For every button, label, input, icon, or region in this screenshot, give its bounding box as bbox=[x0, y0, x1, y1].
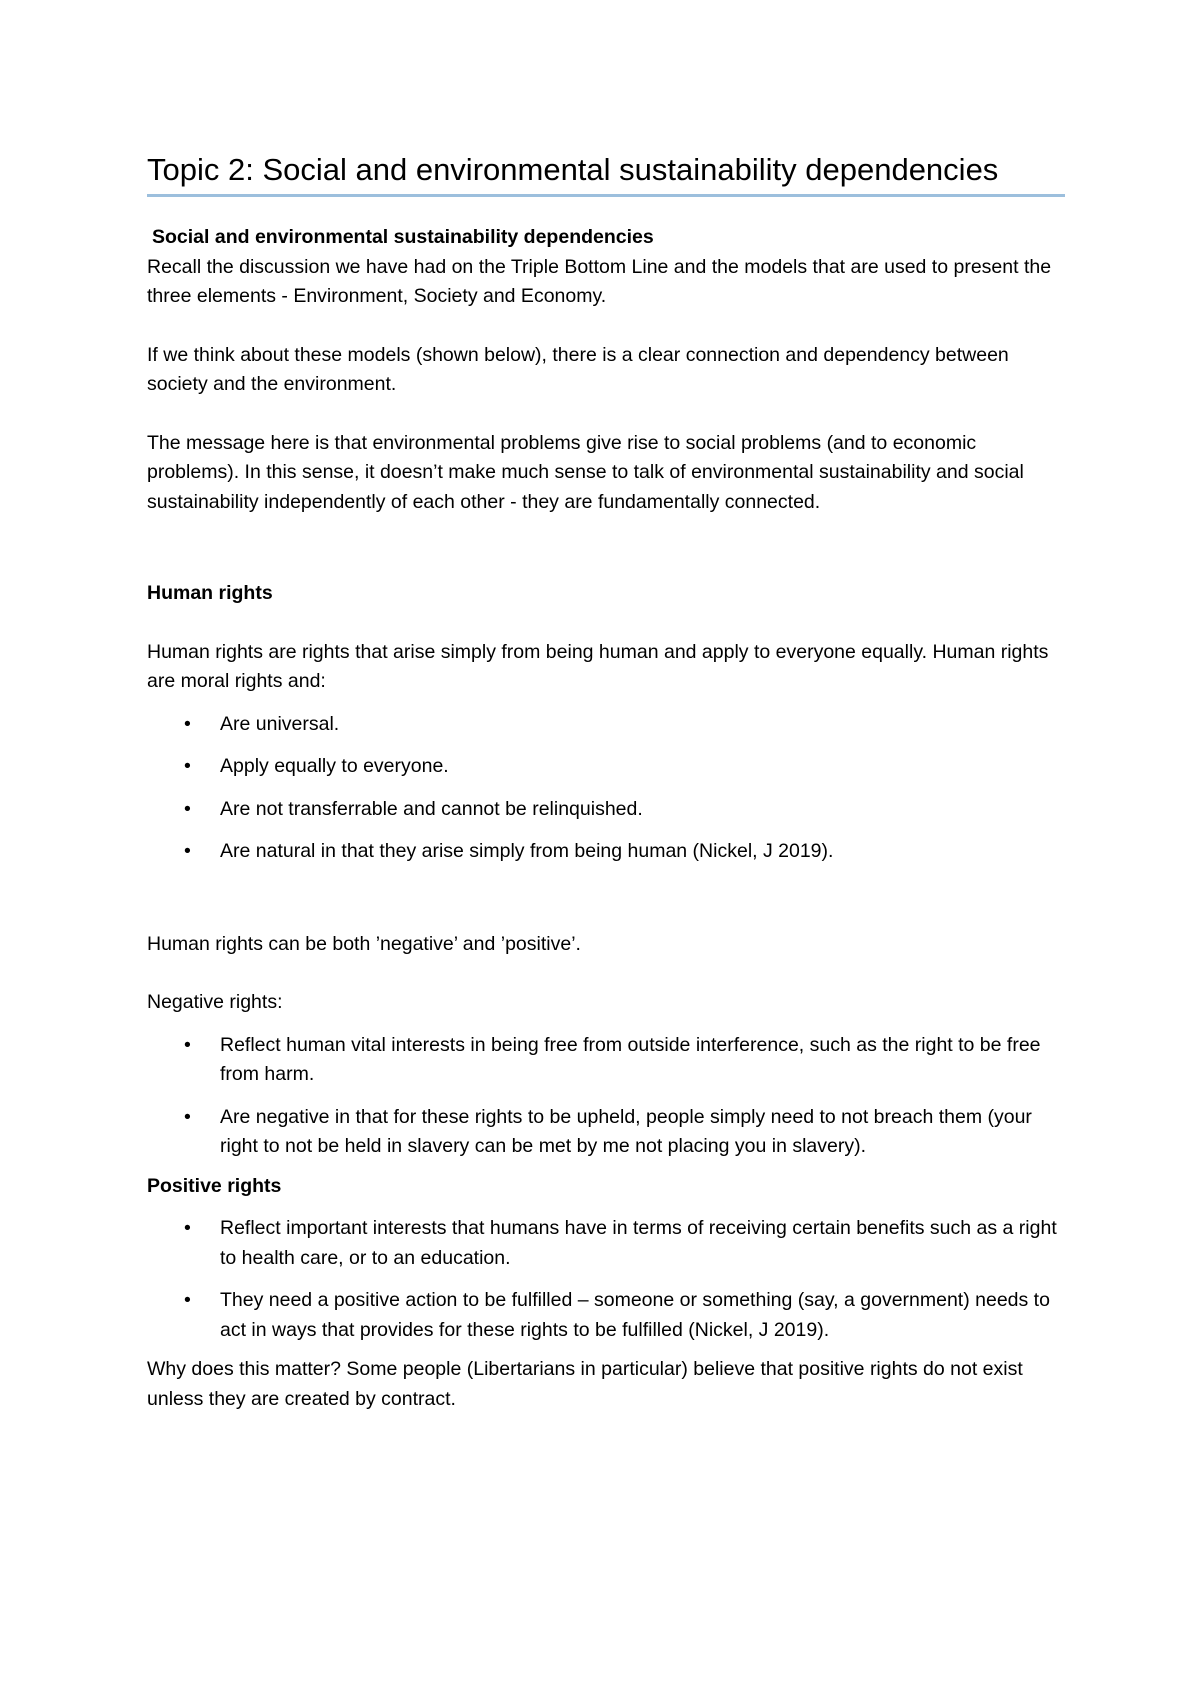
positive-rights-list bbox=[147, 1214, 1060, 1345]
human-rights-list bbox=[147, 710, 1060, 867]
bullet-icon: • bbox=[184, 755, 191, 777]
bullet-icon: • bbox=[184, 1033, 191, 1056]
bullet-icon: • bbox=[184, 712, 191, 735]
bullet-icon: • bbox=[184, 1105, 191, 1128]
section-subheading: Social and environmental sustainability dependencies bbox=[152, 226, 654, 248]
bullet-icon: • bbox=[184, 1217, 191, 1239]
list-item-text: Are not transferrable and cannot be relinquished. bbox=[220, 797, 643, 820]
intro-paragraph-1: Recall the discussion we have had on the Triple Bottom Line and the models that are used to present the three elements - Environment, Society and Economy. bbox=[147, 255, 1052, 307]
document-body bbox=[147, 223, 1060, 1414]
human-rights-paragraph: Human rights are rights that arise simply from being human and apply to everyone equally. Human rights are moral rights and: bbox=[147, 640, 1049, 692]
page-title: Topic 2: Social and environmental sustainability dependencies bbox=[147, 150, 1065, 197]
list-item bbox=[147, 837, 1060, 867]
intro-paragraph-2: If we think about these models (shown below), there is a clear connection and dependency between society and the environment. bbox=[147, 343, 1009, 395]
bullet-icon: • bbox=[184, 797, 191, 820]
list-item-text: Reflect human vital interests in being free from outside interference, such as the right to be free from harm. bbox=[220, 1033, 1041, 1085]
list-item bbox=[147, 752, 1060, 782]
list-item-text: They need a positive action to be fulfilled – someone or something (say, a government) needs to act in ways that provides for these rights to be fulfilled (Nickel, J 2019). bbox=[220, 1289, 1050, 1341]
list-item-text: Reflect important interests that humans have in terms of receiving certain benefits such as a right to health care, or to an education. bbox=[220, 1217, 1057, 1269]
list-item bbox=[147, 710, 1060, 740]
list-item-text: Are universal. bbox=[220, 712, 340, 735]
list-item-text: Are natural in that they arise simply from being human (Nickel, J 2019). bbox=[220, 840, 834, 862]
negative-rights-heading: Negative rights: bbox=[147, 991, 283, 1013]
intro-paragraph-3: The message here is that environmental problems give rise to social problems (and to economic problems). In this sense, it doesn’t make much sense to talk of environmental sustainability and social sustainability independently of each other - they are fundamentally connected. bbox=[147, 431, 1024, 513]
negative-positive-paragraph: Human rights can be both ’negative’ and ’positive’. bbox=[147, 932, 581, 955]
positive-rights-heading: Positive rights bbox=[147, 1174, 282, 1197]
closing-paragraph: Why does this matter? Some people (Libertarians in particular) believe that positive rights do not exist unless they are created by contract. bbox=[147, 1358, 1023, 1410]
list-item bbox=[147, 1031, 1060, 1090]
bullet-icon: • bbox=[184, 1289, 191, 1311]
list-item bbox=[147, 795, 1060, 825]
list-item bbox=[147, 1103, 1060, 1162]
list-item-text: Apply equally to everyone. bbox=[220, 755, 449, 777]
list-item-text: Are negative in that for these rights to be upheld, people simply need to not breach them (your right to not be held in slavery can be met by me not placing you in slavery). bbox=[220, 1105, 1032, 1157]
list-item bbox=[147, 1214, 1060, 1273]
bullet-icon: • bbox=[184, 840, 191, 862]
list-item bbox=[147, 1286, 1060, 1345]
negative-rights-list bbox=[147, 1031, 1060, 1162]
human-rights-heading: Human rights bbox=[147, 582, 273, 604]
